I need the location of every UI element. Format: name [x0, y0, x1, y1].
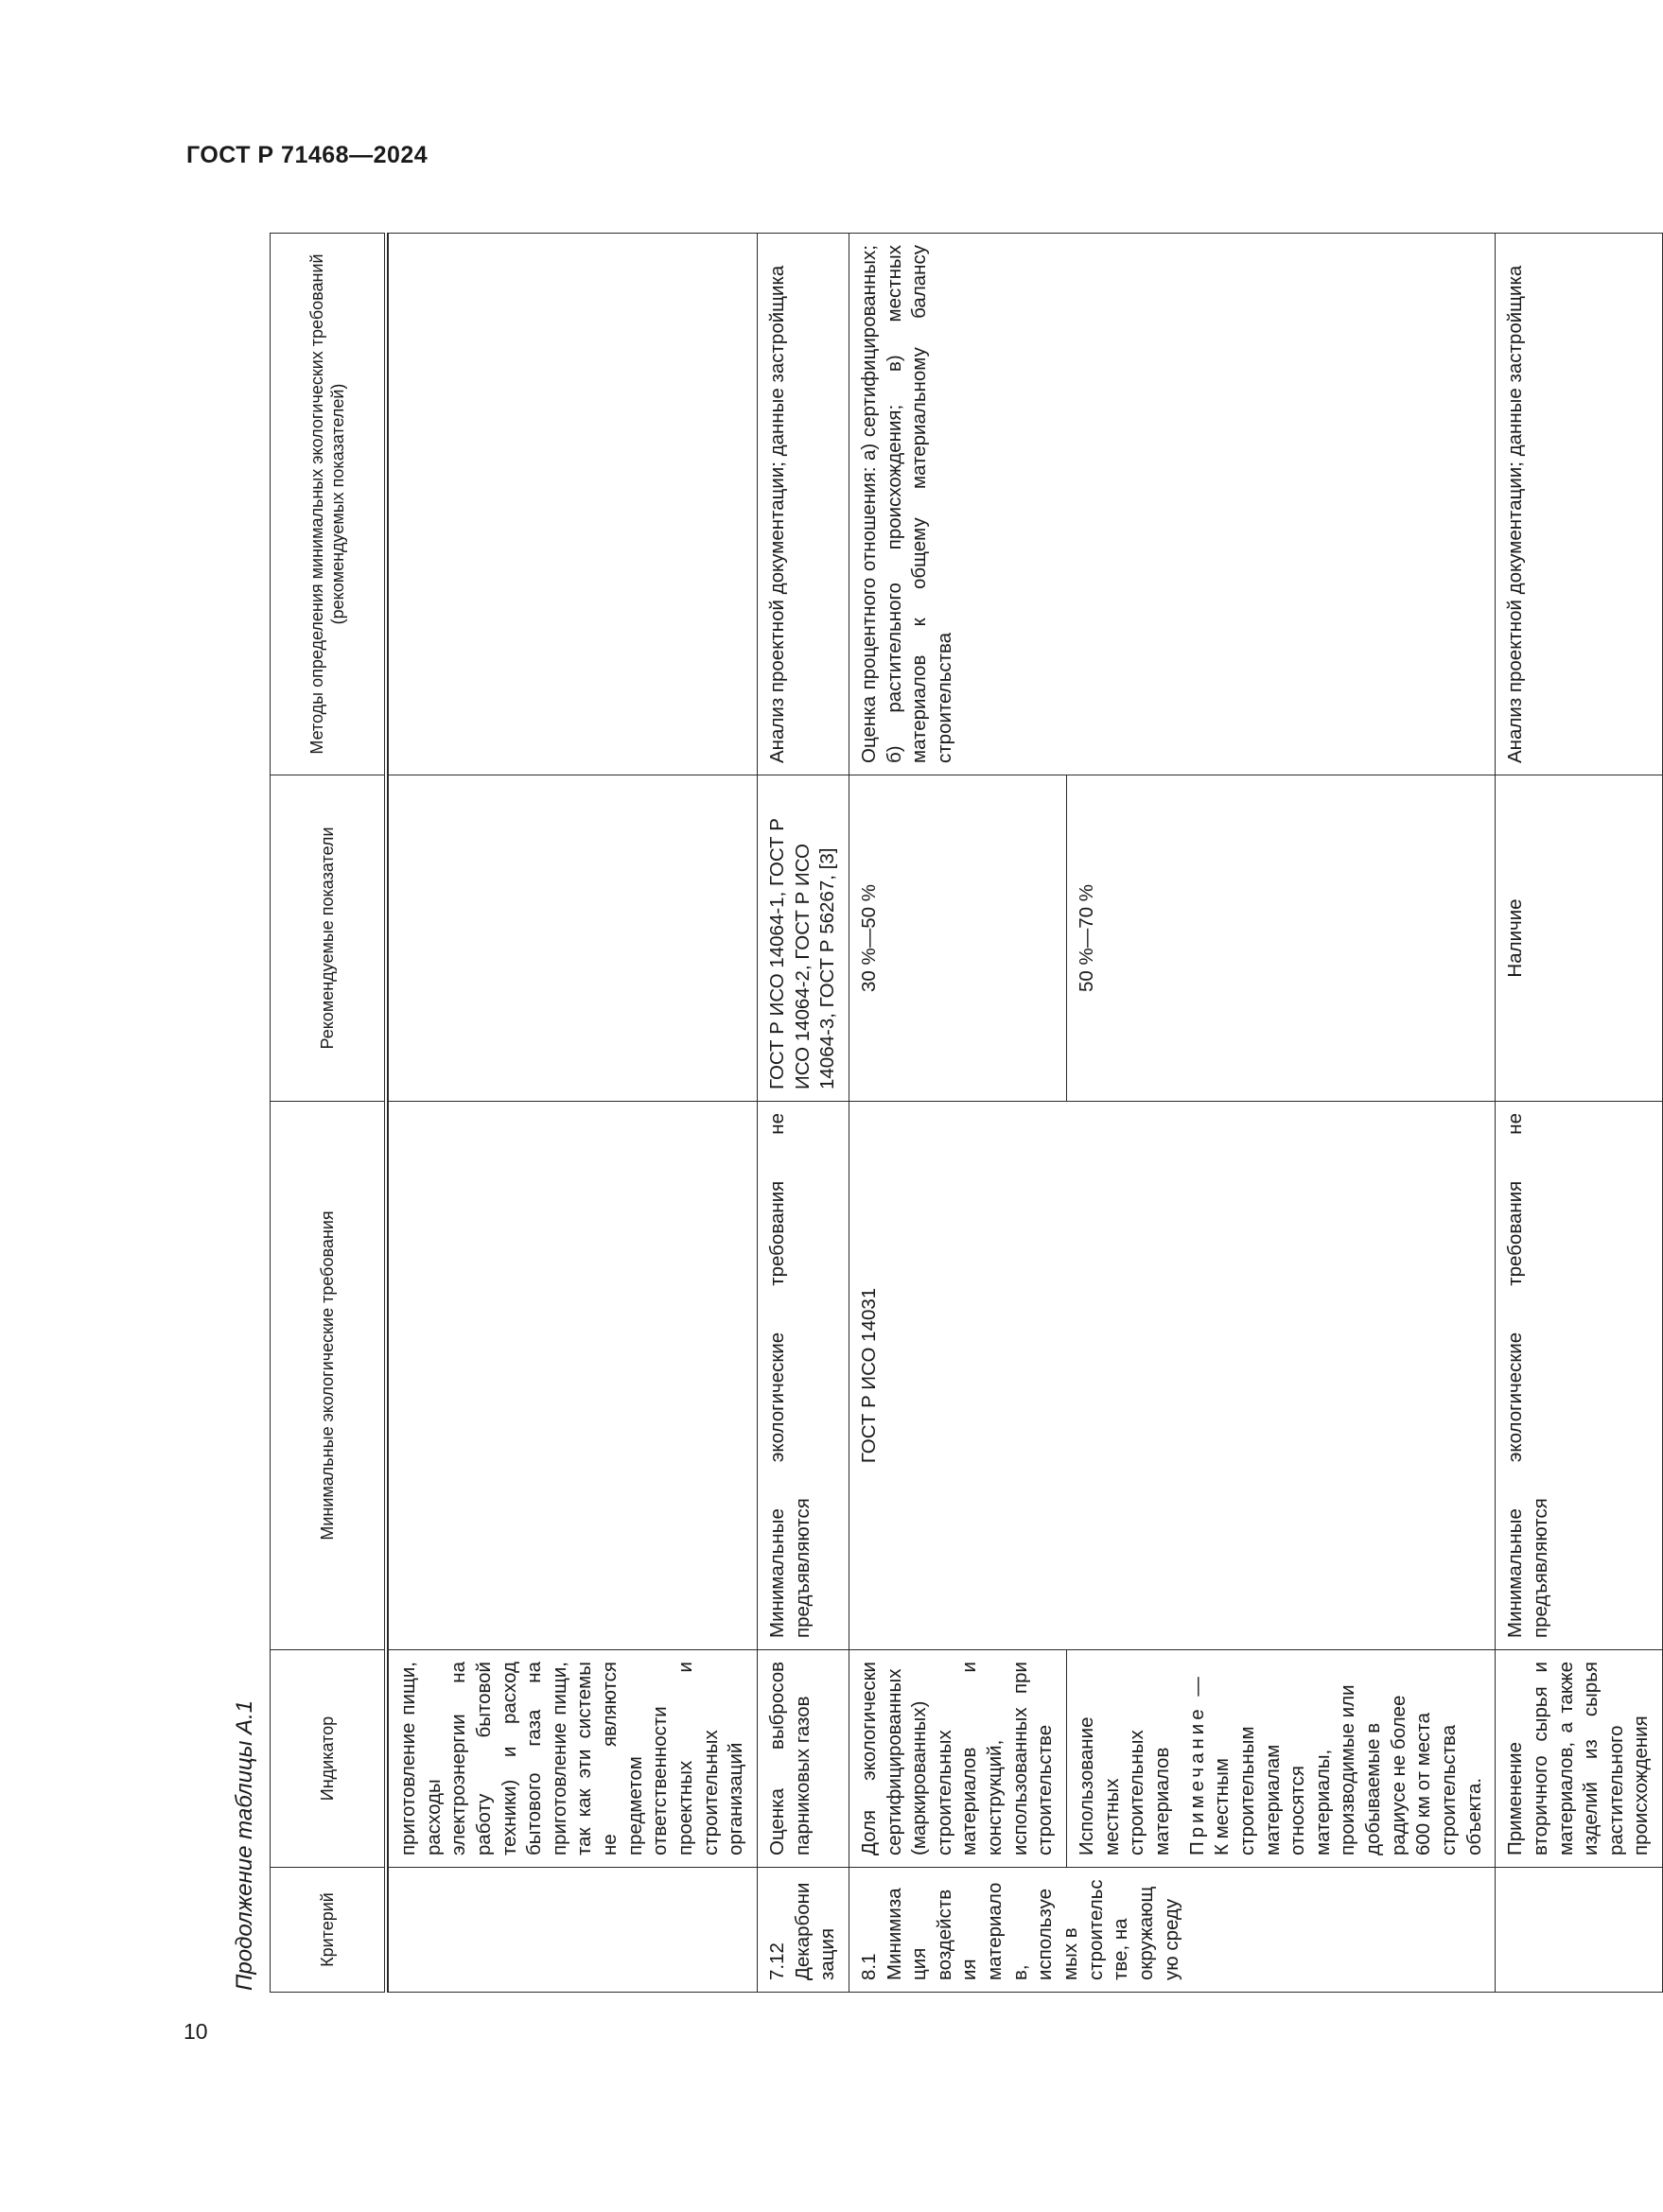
cell-criterion [389, 1868, 758, 1993]
column-header-indicator: Индикатор [271, 1650, 387, 1868]
table-row [849, 234, 1066, 1993]
cell-requirements [389, 1102, 758, 1650]
rotated-table-block [232, 234, 1653, 1993]
table-row [389, 234, 758, 1993]
column-header-methods: Методы определения минимальных экологических требований (рекомендуемых показателей) [271, 234, 387, 775]
indicator-text: Использование местных строительных материалов [1076, 1716, 1173, 1855]
page-number: 10 [184, 2019, 208, 2044]
cell-criterion: 7.12 Декарбонизация [757, 1868, 849, 1993]
cell-recommended: Наличие [1496, 775, 1663, 1102]
table-caption: Продолжение таблицы А.1 [232, 1699, 257, 1991]
cell-recommended: 50 %—70 % [1067, 775, 1496, 1102]
cell-methods: Оценка процентного отношения: а) сертифицированных; б) растительного происхождения; в) местных материалов к общему материальному балансу строительства [849, 234, 1495, 775]
note-text: К местным строительным материалам относятся материалы, производимые или добываемые в радиусе не более 600 км от места строительства объекта. [1211, 1684, 1485, 1855]
note [1185, 1662, 1488, 1855]
cell-methods: Анализ проектной документации; данные застройщика [757, 234, 849, 775]
cell-indicator: Применение вторичного сырья и материалов, а также изделий из сырья растительного происхождения [1496, 1650, 1663, 1868]
column-header-criterion: Критерий [271, 1868, 387, 1993]
cell-indicator: Доля экологически сертифицированных (маркированных) строительных материалов и конструкций, использованных при строительстве [849, 1650, 1066, 1868]
cell-requirements: ГОСТ Р ИСО 14031 [849, 1102, 1495, 1650]
document-header: ГОСТ Р 71468—2024 [186, 142, 429, 168]
cell-indicator [1067, 1650, 1496, 1868]
cell-indicator: приготовление пищи, расходы электроэнергии на работу бытовой техники) и расход бытового газа на приготовление пищи, так как эти системы не являются предметом ответственности проектных и строительных организаций [389, 1650, 758, 1868]
table-row [757, 234, 849, 1993]
cell-indicator: Оценка выбросов парниковых газов [757, 1650, 849, 1868]
cell-methods [389, 234, 758, 775]
cell-recommended: ГОСТ Р ИСО 14064-1, ГОСТ Р ИСО 14064-2, ГОСТ Р ИСО 14064-3, ГОСТ Р 56267, [3] [757, 775, 849, 1102]
table-header-row [271, 234, 387, 1993]
cell-requirements: Минимальные экологические требования не предъявляются [757, 1102, 849, 1650]
criteria-table [270, 233, 1663, 1993]
cell-criterion: 8.1 Минимизация воздействия материалов, используемых в строительстве, на окружающую среду [849, 1868, 1495, 1993]
cell-recommended [389, 775, 758, 1102]
cell-recommended: 30 %—50 % [849, 775, 1066, 1102]
column-header-requirements: Минимальные экологические требования [271, 1102, 387, 1650]
note-label: Примечание — [1185, 1673, 1208, 1855]
cell-methods: Анализ проектной документации; данные застройщика [1496, 234, 1663, 775]
cell-criterion [1496, 1868, 1663, 1993]
cell-requirements: Минимальные экологические требования не предъявляются [1496, 1102, 1663, 1650]
column-header-recommended: Рекомендуемые показатели [271, 775, 387, 1102]
table-row [1496, 234, 1663, 1993]
